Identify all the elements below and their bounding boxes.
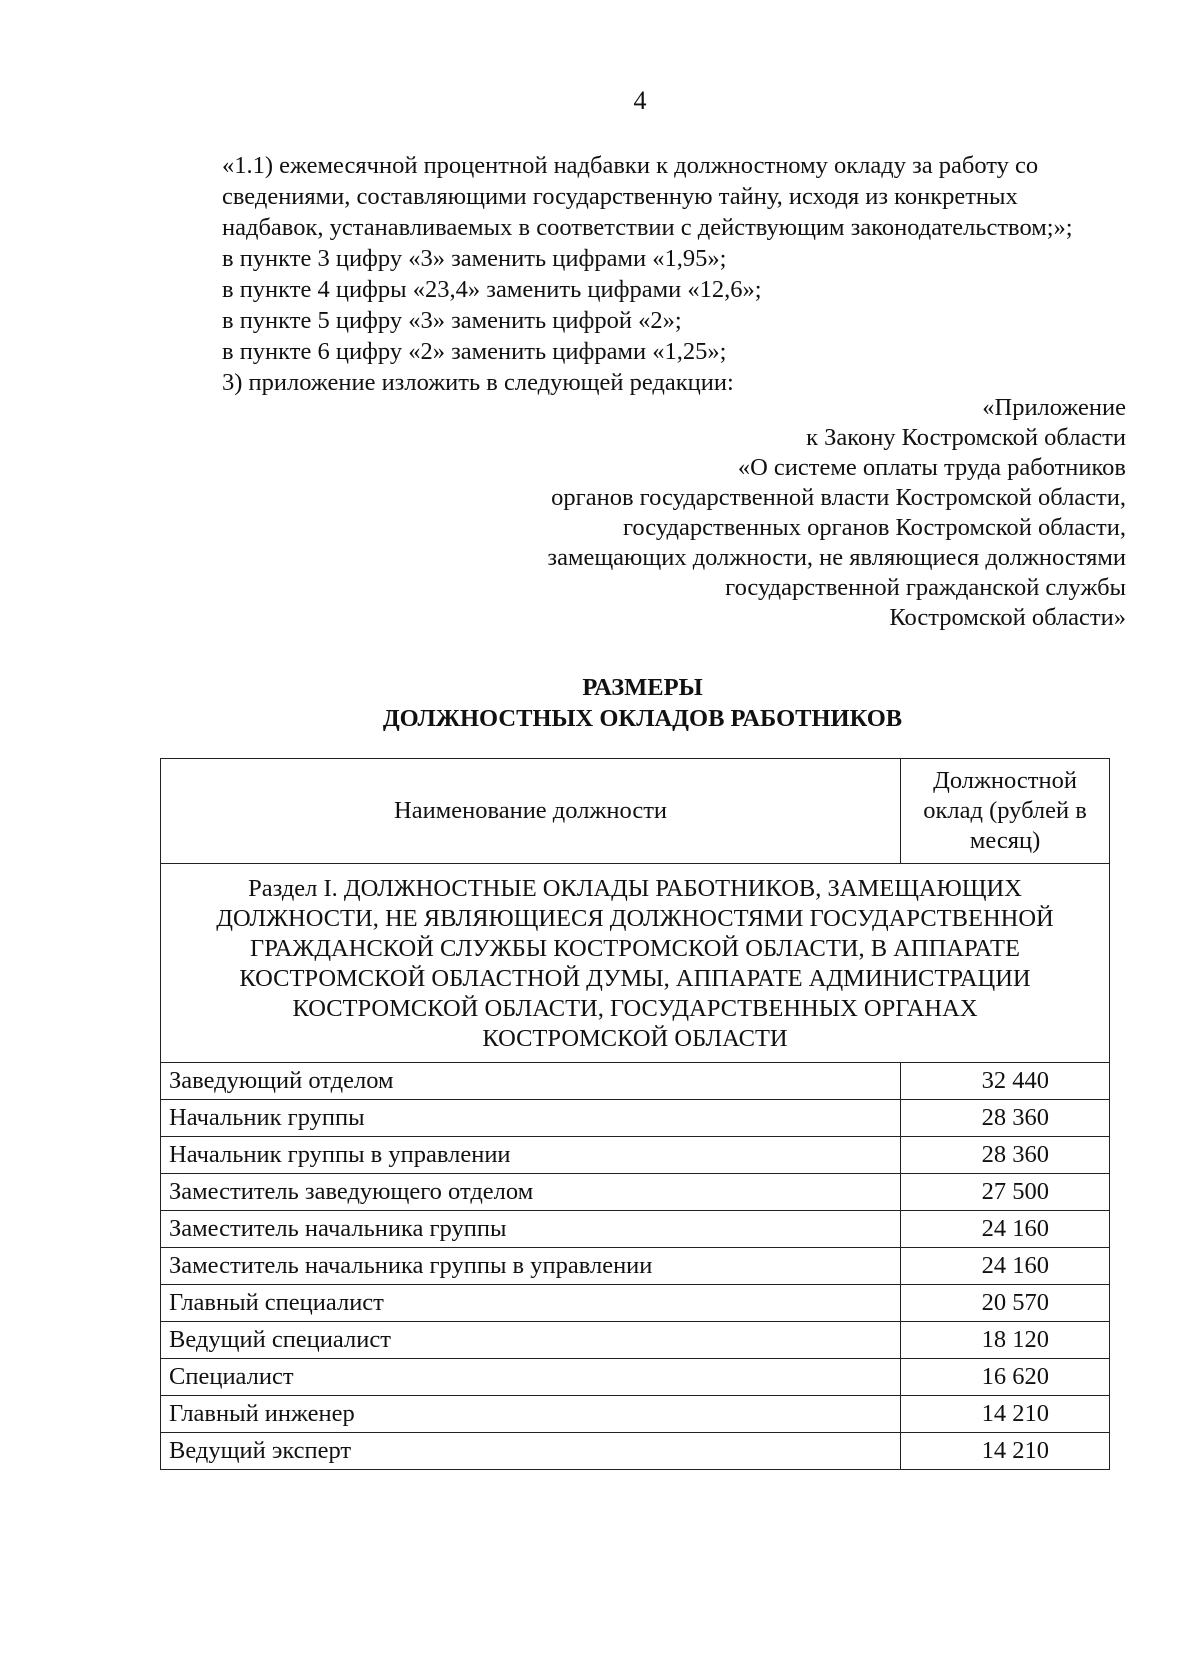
position-name: Заведующий отделом — [161, 1063, 901, 1100]
section-row — [161, 864, 1110, 1063]
amendment-item: в пункте 4 цифры «23,4» заменить цифрами «12,6»; — [222, 276, 762, 303]
position-salary: 24 160 — [901, 1248, 1110, 1285]
position-salary: 24 160 — [901, 1211, 1110, 1248]
amendment-item: в пункте 3 цифру «3» заменить цифрами «1,95»; — [222, 245, 727, 272]
section-line: ДОЛЖНОСТИ, НЕ ЯВЛЯЮЩИЕСЯ ДОЛЖНОСТЯМИ ГОСУДАРСТВЕННОЙ — [216, 905, 1054, 932]
position-salary: 27 500 — [901, 1174, 1110, 1211]
position-salary: 16 620 — [901, 1359, 1110, 1396]
position-name: Заместитель начальника группы — [161, 1211, 901, 1248]
appendix-line: «Приложение — [982, 394, 1126, 421]
position-name: Главный специалист — [161, 1285, 901, 1322]
position-salary: 18 120 — [901, 1322, 1110, 1359]
section-line: ГРАЖДАНСКОЙ СЛУЖБЫ КОСТРОМСКОЙ ОБЛАСТИ, В АППАРАТЕ — [250, 935, 1020, 962]
position-name: Специалист — [161, 1359, 901, 1396]
amendment-item: в пункте 5 цифру «3» заменить цифрой «2»; — [222, 307, 682, 334]
header-salary-line: оклад (рублей в — [923, 797, 1087, 824]
position-name: Заместитель начальника группы в управлении — [161, 1248, 901, 1285]
intro-line-1: «1.1) ежемесячной процентной надбавки к должностному окладу за работу со — [222, 152, 1039, 179]
appendix-line: замещающих должности, не являющиеся должностями — [547, 544, 1126, 571]
position-salary: 20 570 — [901, 1285, 1110, 1322]
header-salary-line: месяц) — [969, 827, 1041, 854]
header-salary-line: Должностной — [933, 767, 1077, 794]
intro-line-3: надбавок, устанавливаемых в соответствии с действующим законодательством;»; — [222, 214, 1073, 241]
position-salary: 32 440 — [901, 1063, 1110, 1100]
document-subtitle: ДОЛЖНОСТНЫХ ОКЛАДОВ РАБОТНИКОВ — [382, 705, 903, 732]
appendix-line: органов государственной власти Костромской области, — [551, 484, 1126, 511]
table-row — [161, 1433, 1110, 1470]
position-name: Заместитель заведующего отделом — [161, 1174, 901, 1211]
salary-table — [160, 758, 1110, 1470]
section-line: КОСТРОМСКОЙ ОБЛАСТИ — [482, 1025, 788, 1052]
position-name: Главный инженер — [161, 1396, 901, 1433]
position-name: Начальник группы — [161, 1100, 901, 1137]
table-row — [161, 1174, 1110, 1211]
section-heading — [161, 864, 1110, 1063]
table-row — [161, 1322, 1110, 1359]
document-title: РАЗМЕРЫ — [582, 674, 703, 701]
position-name: Ведущий специалист — [161, 1322, 901, 1359]
header-salary — [901, 759, 1110, 864]
appendix-line: к Закону Костромской области — [806, 424, 1126, 451]
appendix-line: Костромской области» — [889, 604, 1126, 631]
table-row — [161, 1137, 1110, 1174]
table-header-row — [161, 759, 1110, 864]
position-name: Ведущий эксперт — [161, 1433, 901, 1470]
table-row — [161, 1359, 1110, 1396]
table-row — [161, 1211, 1110, 1248]
appendix-line: государственной гражданской службы — [725, 574, 1126, 601]
amendment-item: 3) приложение изложить в следующей редакции: — [222, 369, 734, 396]
section-line: КОСТРОМСКОЙ ОБЛАСТИ, ГОСУДАРСТВЕННЫХ ОРГАНАХ — [292, 995, 978, 1022]
table-row — [161, 1248, 1110, 1285]
page-number: 4 — [633, 86, 647, 115]
amendment-item: в пункте 6 цифру «2» заменить цифрами «1,25»; — [222, 338, 727, 365]
position-salary: 14 210 — [901, 1433, 1110, 1470]
appendix-line: государственных органов Костромской области, — [622, 514, 1126, 541]
table-row — [161, 1285, 1110, 1322]
intro-line-2: сведениями, составляющими государственную тайну, исходя из конкретных — [222, 183, 1018, 210]
intro-paragraph — [172, 150, 1124, 243]
position-salary: 28 360 — [901, 1100, 1110, 1137]
table-row — [161, 1100, 1110, 1137]
header-position-name: Наименование должности — [161, 759, 901, 864]
position-salary: 28 360 — [901, 1137, 1110, 1174]
table-row — [161, 1063, 1110, 1100]
table-row — [161, 1396, 1110, 1433]
position-salary: 14 210 — [901, 1396, 1110, 1433]
section-line: Раздел I. ДОЛЖНОСТНЫЕ ОКЛАДЫ РАБОТНИКОВ, ЗАМЕЩАЮЩИХ — [248, 875, 1022, 902]
position-name: Начальник группы в управлении — [161, 1137, 901, 1174]
section-line: КОСТРОМСКОЙ ОБЛАСТНОЙ ДУМЫ, АППАРАТЕ АДМИНИСТРАЦИИ — [239, 965, 1031, 992]
appendix-header — [547, 393, 1126, 633]
appendix-line: «О системе оплаты труда работников — [737, 454, 1126, 481]
